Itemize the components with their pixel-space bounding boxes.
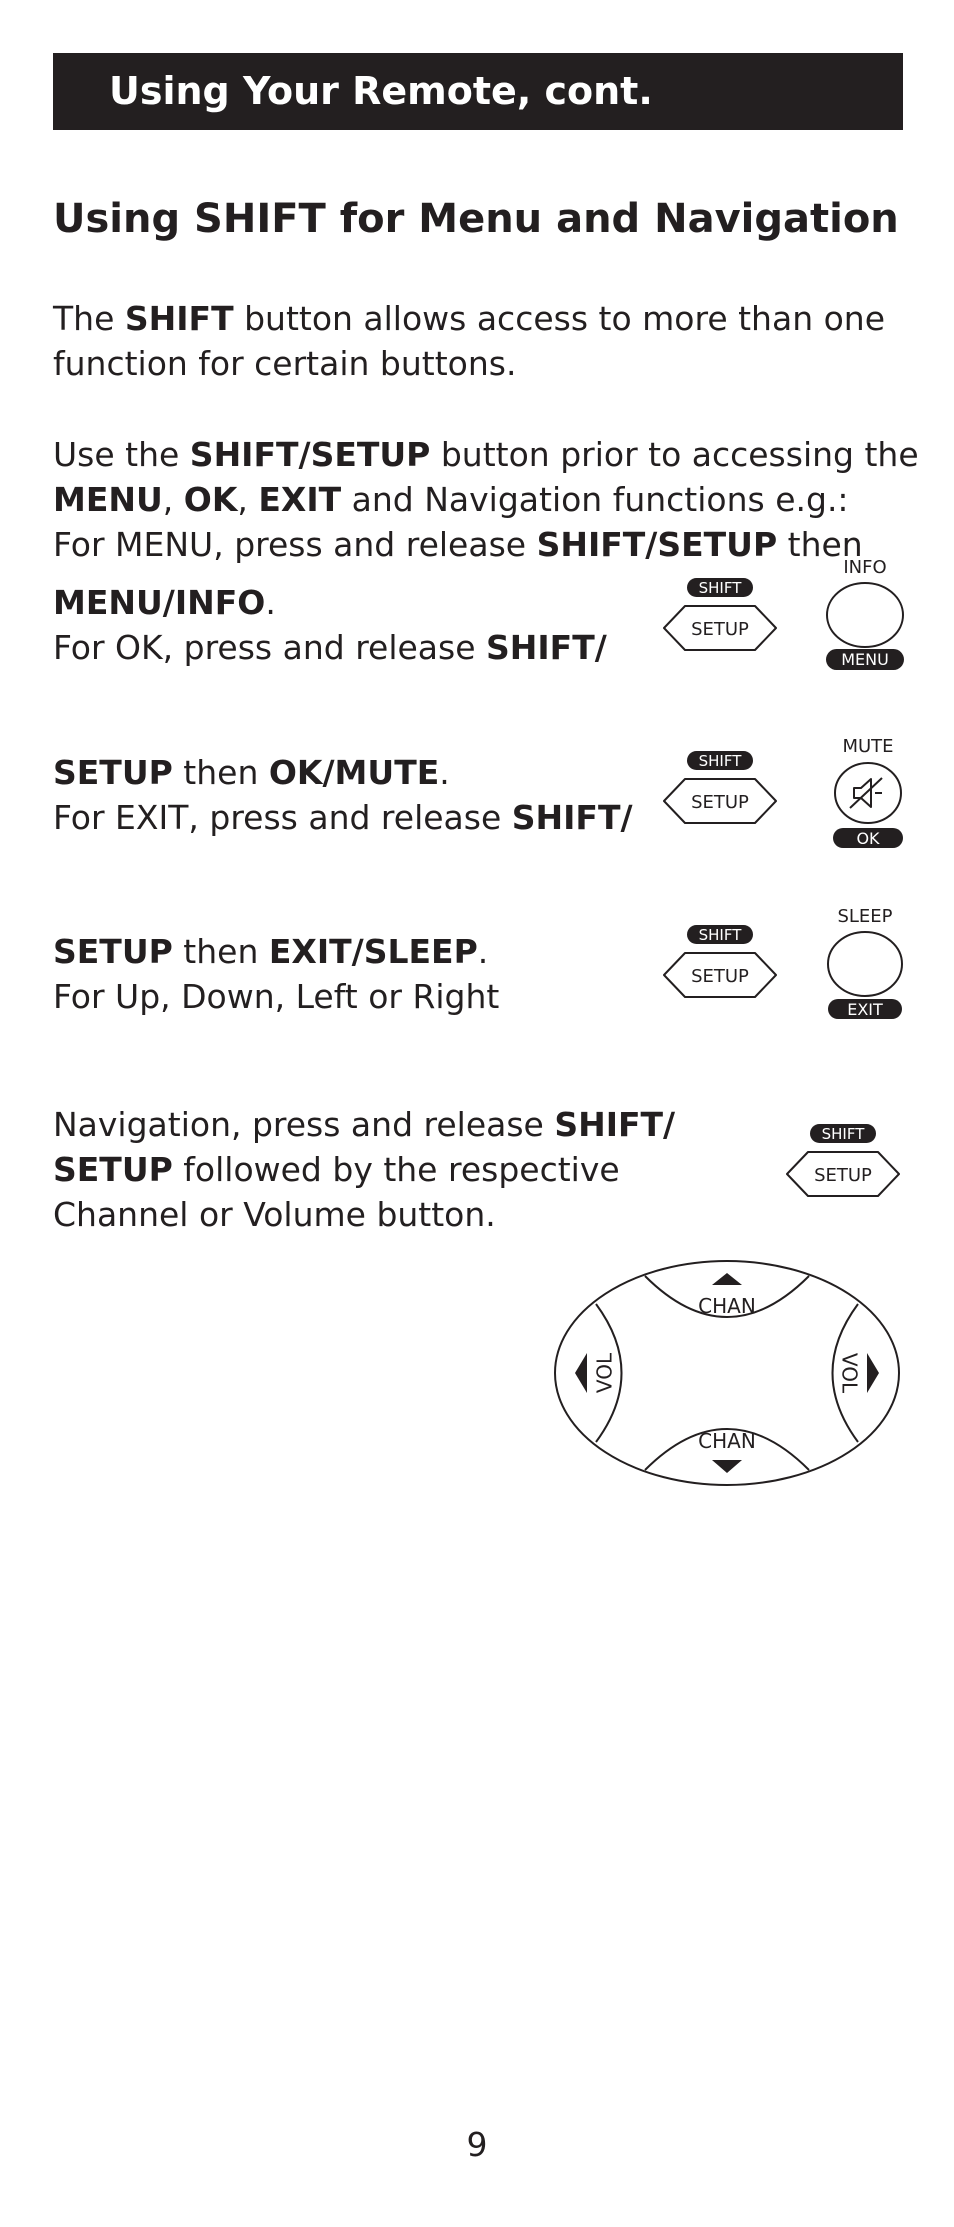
vol-left-label: VOL xyxy=(592,1352,617,1394)
paragraph-2-line-5: For OK, press and release SHIFT/ xyxy=(53,628,607,667)
setup-label: SETUP xyxy=(691,619,749,640)
exit-label: EXIT xyxy=(847,1000,883,1019)
vol-right-label: VOL xyxy=(837,1352,862,1394)
paragraph-2-line-10: Navigation, press and release SHIFT/ xyxy=(53,1105,676,1144)
paragraph-1-line-1: The SHIFT button allows access to more than one xyxy=(53,299,886,338)
paragraph-2-line-6: SETUP then OK/MUTE. xyxy=(53,753,450,792)
paragraph-2-line-9: For Up, Down, Left or Right xyxy=(53,977,500,1016)
shift-label: SHIFT xyxy=(821,1125,865,1143)
setup-button-illustration-3 xyxy=(660,907,780,1017)
page-number: 9 xyxy=(466,2125,488,2164)
paragraph-2-line-2: MENU, OK, EXIT and Navigation functions e.g.: xyxy=(53,480,849,519)
setup-label: SETUP xyxy=(691,966,749,987)
sleep-exit-button-illustration xyxy=(815,898,915,1028)
paragraph-2-line-11: SETUP followed by the respective xyxy=(53,1150,620,1189)
setup-label: SETUP xyxy=(814,1165,872,1186)
paragraph-1-line-2: function for certain buttons. xyxy=(53,344,517,383)
info-menu-button-illustration xyxy=(810,545,920,675)
header-title: Using Your Remote, cont. xyxy=(109,69,653,113)
section-title: Using SHIFT for Menu and Navigation xyxy=(53,196,899,242)
setup-button-illustration-2 xyxy=(660,733,780,843)
ok-label: OK xyxy=(856,829,880,848)
paragraph-2-line-12: Channel or Volume button. xyxy=(53,1195,496,1234)
setup-label: SETUP xyxy=(691,792,749,813)
paragraph-2-line-3: For MENU, press and release SHIFT/SETUP then xyxy=(53,525,863,564)
mute-label: MUTE xyxy=(842,736,894,757)
mute-ok-button-illustration xyxy=(820,728,915,858)
paragraph-2-line-8: SETUP then EXIT/SLEEP. xyxy=(53,932,489,971)
shift-label: SHIFT xyxy=(698,579,742,597)
navigation-pad-illustration xyxy=(552,1258,902,1488)
header-bar xyxy=(53,53,903,130)
shift-label: SHIFT xyxy=(698,926,742,944)
chan-up-label: CHAN xyxy=(698,1294,756,1318)
paragraph-2-line-7: For EXIT, press and release SHIFT/ xyxy=(53,798,633,837)
paragraph-2-line-1: Use the SHIFT/SETUP button prior to accessing the xyxy=(53,435,919,474)
menu-label: MENU xyxy=(841,650,889,669)
setup-button-illustration-1 xyxy=(660,560,780,670)
paragraph-2-line-4: MENU/INFO. xyxy=(53,583,276,622)
chan-down-label: CHAN xyxy=(698,1429,756,1453)
info-label: INFO xyxy=(843,557,887,578)
sleep-label: SLEEP xyxy=(837,906,893,927)
setup-button-illustration-4 xyxy=(783,1106,903,1216)
shift-label: SHIFT xyxy=(698,752,742,770)
